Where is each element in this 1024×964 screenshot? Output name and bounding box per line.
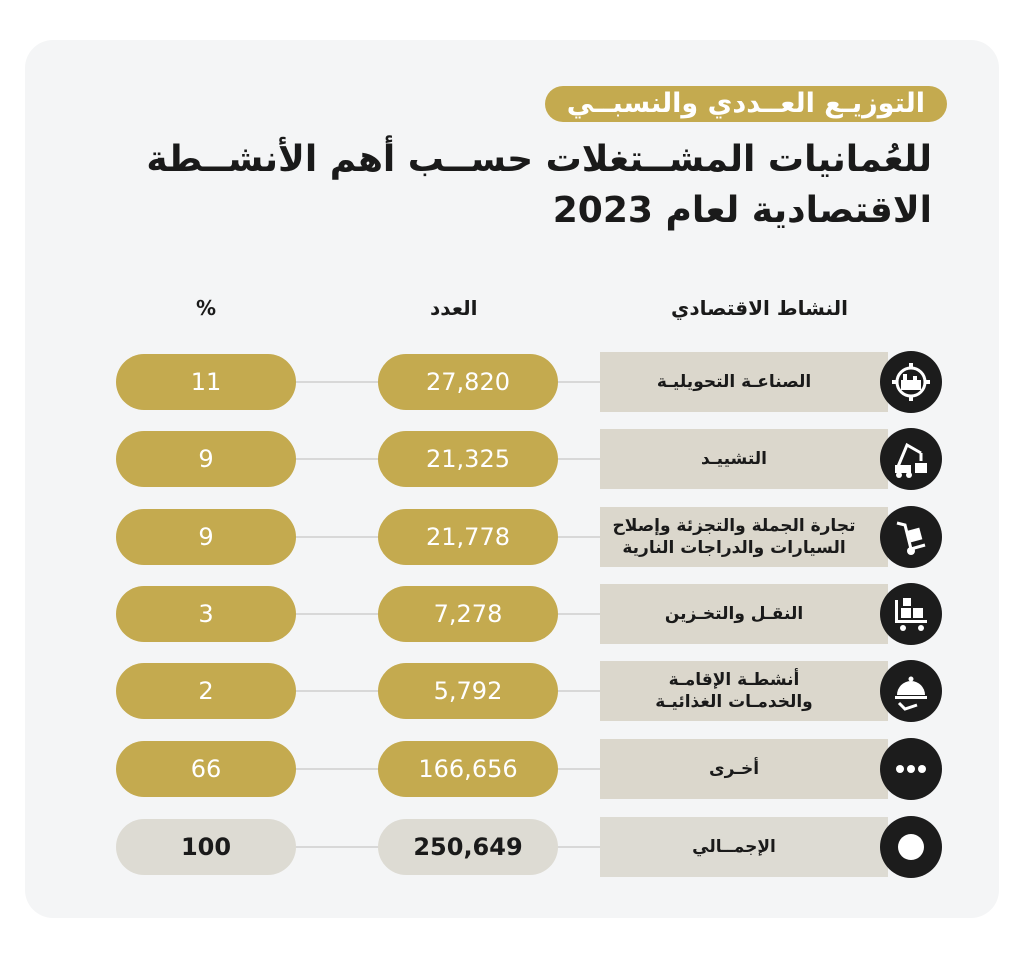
row-label-line2: والخدمـات الغذائيـة xyxy=(655,692,813,712)
gear-factory-icon xyxy=(880,351,942,413)
count-value: 27,820 xyxy=(378,354,558,410)
crane-truck-icon xyxy=(880,428,942,490)
column-header-activity: النشاط الاقتصادي xyxy=(671,296,848,320)
row-label xyxy=(600,429,888,489)
row-label xyxy=(600,817,888,877)
page-subtitle: الاقتصادية لعام 2023 xyxy=(552,190,932,231)
percent-value: 100 xyxy=(116,819,296,875)
circle-icon xyxy=(880,816,942,878)
percent-value: 9 xyxy=(116,509,296,565)
row-label-text xyxy=(613,515,856,559)
percent-value: 9 xyxy=(116,431,296,487)
row-label-line1: الصناعـة التحويليـة xyxy=(656,372,812,392)
row-label-line1: تجارة الجملة والتجزئة وإصلاح xyxy=(612,516,856,536)
hand-truck-icon xyxy=(880,506,942,568)
cloche-icon xyxy=(880,660,942,722)
row-label-text xyxy=(655,669,812,713)
count-value: 166,656 xyxy=(378,741,558,797)
count-value: 7,278 xyxy=(378,586,558,642)
count-value: 5,792 xyxy=(378,663,558,719)
ellipsis-icon xyxy=(880,738,942,800)
column-header-percent: % xyxy=(196,296,217,320)
percent-value: 11 xyxy=(116,354,296,410)
percent-value: 3 xyxy=(116,586,296,642)
count-value: 21,778 xyxy=(378,509,558,565)
row-label-text xyxy=(709,758,759,780)
percent-value: 66 xyxy=(116,741,296,797)
row-label xyxy=(600,584,888,644)
row-label xyxy=(600,352,888,412)
row-label-text xyxy=(692,836,776,858)
row-label xyxy=(600,507,888,567)
row-label-text xyxy=(701,448,767,470)
title-badge: التوزيـع العــددي والنسبــي xyxy=(545,86,947,122)
row-label-line1: أنشطـة الإقامـة xyxy=(668,670,800,690)
cart-boxes-icon xyxy=(880,583,942,645)
row-label-line1: النقـل والتخـزين xyxy=(664,604,804,624)
page-title: للعُمانيات المشــتغلات حســب أهم الأنشــطة xyxy=(146,139,932,180)
row-label-text xyxy=(665,603,803,625)
row-label-line1: الإجمــالي xyxy=(692,837,776,857)
count-value: 250,649 xyxy=(378,819,558,875)
row-label-text xyxy=(657,371,811,393)
row-label-line2: السيارات والدراجات النارية xyxy=(622,538,846,558)
row-label xyxy=(600,661,888,721)
column-header-count: العدد xyxy=(430,296,478,320)
row-label xyxy=(600,739,888,799)
percent-value: 2 xyxy=(116,663,296,719)
row-label-line1: أخـرى xyxy=(708,759,760,779)
row-label-line1: التشييـد xyxy=(701,449,767,469)
count-value: 21,325 xyxy=(378,431,558,487)
